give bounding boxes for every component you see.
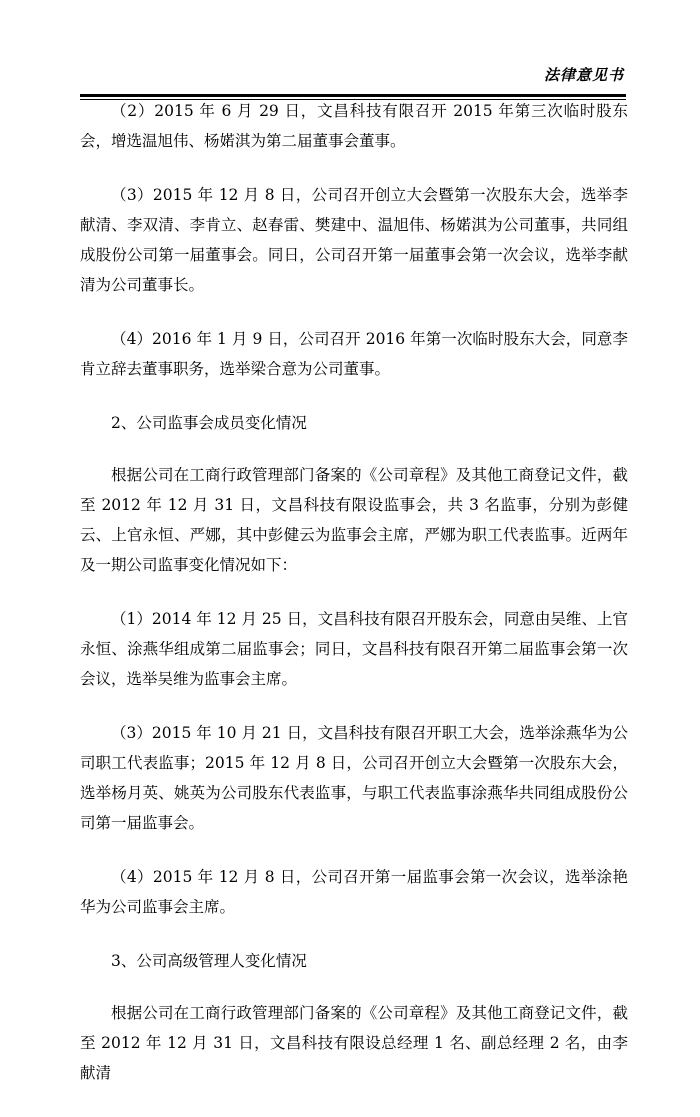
paragraph-supervisors-intro: 根据公司在工商行政管理部门备案的《公司章程》及其他工商登记文件，截至 2012 年 12 月 31 日，文昌科技有限设监事会，共 3 名监事，分别为彭健云、上官永恒、严娜，其中彭健云为监事会主席，严娜为职工代表监事。近两年及一期公司监事变化情况如下： — [80, 466, 628, 574]
paragraph-supervisor-change-3: （3）2015 年 10 月 21 日，文昌科技有限召开职工大会，选举涂燕华为公司职工代表监事；2015 年 12 月 8 日，公司召开创立大会暨第一次股东大会，选举杨月英、姚英为公司股东代表监事，与职工代表监事涂燕华共同组成股份公司第一届监事会。 — [80, 724, 628, 832]
paragraph-senior-management-intro: 根据公司在工商行政管理部门备案的《公司章程》及其他工商登记文件，截至 2012 年 12 月 31 日，文昌科技有限设总经理 1 名、副总经理 2 名，由李献清 — [80, 1004, 628, 1082]
section-heading-supervisors: 2、公司监事会成员变化情况 — [111, 414, 307, 432]
paragraph-director-change-4: （4）2016 年 1 月 9 日，公司召开 2016 年第一次临时股东大会，同意李肯立辞去董事职务，选举梁合意为公司董事。 — [80, 330, 628, 378]
paragraph-director-change-2: （2）2015 年 6 月 29 日，文昌科技有限召开 2015 年第三次临时股东会，增选温旭伟、杨婼淇为第二届董事会董事。 — [80, 102, 628, 150]
body-text — [80, 96, 628, 1112]
paragraph-supervisor-change-4: （4）2015 年 12 月 8 日，公司召开第一届监事会第一次会议，选举涂艳华为公司监事会主席。 — [80, 868, 628, 916]
paragraph-supervisor-change-1: （1）2014 年 12 月 25 日，文昌科技有限召开股东会，同意由吴维、上官永恒、涂燕华组成第二届监事会；同日，文昌科技有限召开第二届监事会第一次会议，选举吴维为监事会主席。 — [80, 610, 628, 688]
header-title: 法律意见书 — [543, 66, 624, 84]
paragraph-director-change-3: （3）2015 年 12 月 8 日，公司召开创立大会暨第一次股东大会，选举李献清、李双清、李肯立、赵春雷、樊建中、温旭伟、杨婼淇为公司董事，共同组成股份公司第一届董事会。同日，公司召开第一届董事会第一次会议，选举李献清为公司董事长。 — [80, 186, 628, 294]
section-heading-senior-management: 3、公司高级管理人变化情况 — [111, 952, 307, 970]
